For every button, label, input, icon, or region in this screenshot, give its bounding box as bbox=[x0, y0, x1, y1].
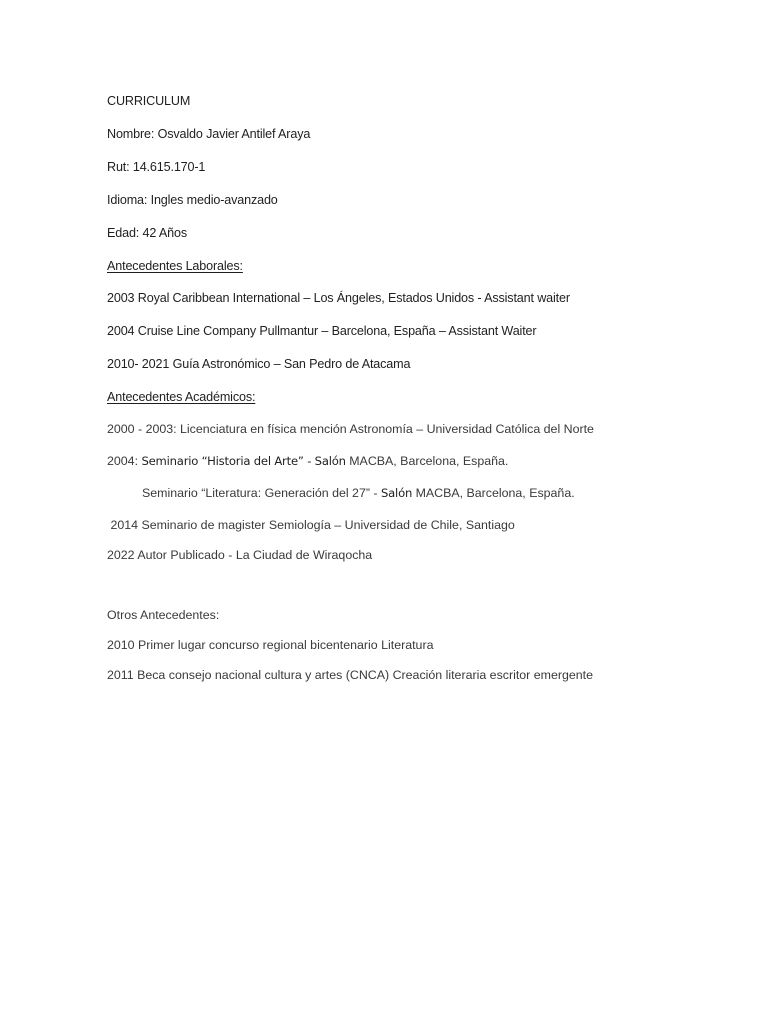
rut-line: Rut: 14.615.170-1 bbox=[107, 160, 206, 174]
academico-item: 2000 - 2003: Licenciatura en física mención Astronomía – Universidad Católica del Norte bbox=[107, 422, 594, 436]
nombre-line: Nombre: Osvaldo Javier Antilef Araya bbox=[107, 127, 311, 141]
otros-item: 2011 Beca consejo nacional cultura y artes (CNCA) Creación literaria escritor emergente bbox=[107, 668, 593, 682]
laboral-item: 2003 Royal Caribbean International – Los Ángeles, Estados Unidos - Assistant waiter bbox=[107, 291, 570, 305]
laboral-item: 2010- 2021 Guía Astronómico – San Pedro de Atacama bbox=[107, 357, 411, 371]
academico-item-rest: MACBA, Barcelona, España. bbox=[412, 486, 575, 500]
academico-item-prefix: 2004: bbox=[107, 454, 142, 468]
academico-item-seminario: Seminario “Historia del Arte” - Salón bbox=[141, 454, 346, 468]
laborales-heading: Antecedentes Laborales: bbox=[107, 259, 243, 273]
academico-item-seminario: Seminario “Literatura: Generación del 27” - bbox=[142, 486, 381, 500]
academico-item: 2014 Seminario de magister Semiología – Universidad de Chile, Santiago bbox=[107, 518, 515, 532]
academico-item bbox=[107, 453, 508, 469]
document-title: CURRICULUM bbox=[107, 94, 191, 108]
otros-heading: Otros Antecedentes: bbox=[107, 608, 220, 622]
academicos-heading: Antecedentes Académicos: bbox=[107, 390, 256, 404]
academico-item-rest: MACBA, Barcelona, España. bbox=[345, 454, 509, 468]
edad-line: Edad: 42 Años bbox=[107, 226, 187, 240]
laboral-item: 2004 Cruise Line Company Pullmantur – Barcelona, España – Assistant Waiter bbox=[107, 324, 537, 338]
academico-item-salon: Salón bbox=[380, 486, 413, 500]
academico-item: 2022 Autor Publicado - La Ciudad de Wiraqocha bbox=[107, 548, 373, 562]
idioma-line: Idioma: Ingles medio-avanzado bbox=[107, 193, 278, 207]
academico-item bbox=[142, 485, 575, 501]
otros-item: 2010 Primer lugar concurso regional bicentenario Literatura bbox=[107, 638, 434, 652]
